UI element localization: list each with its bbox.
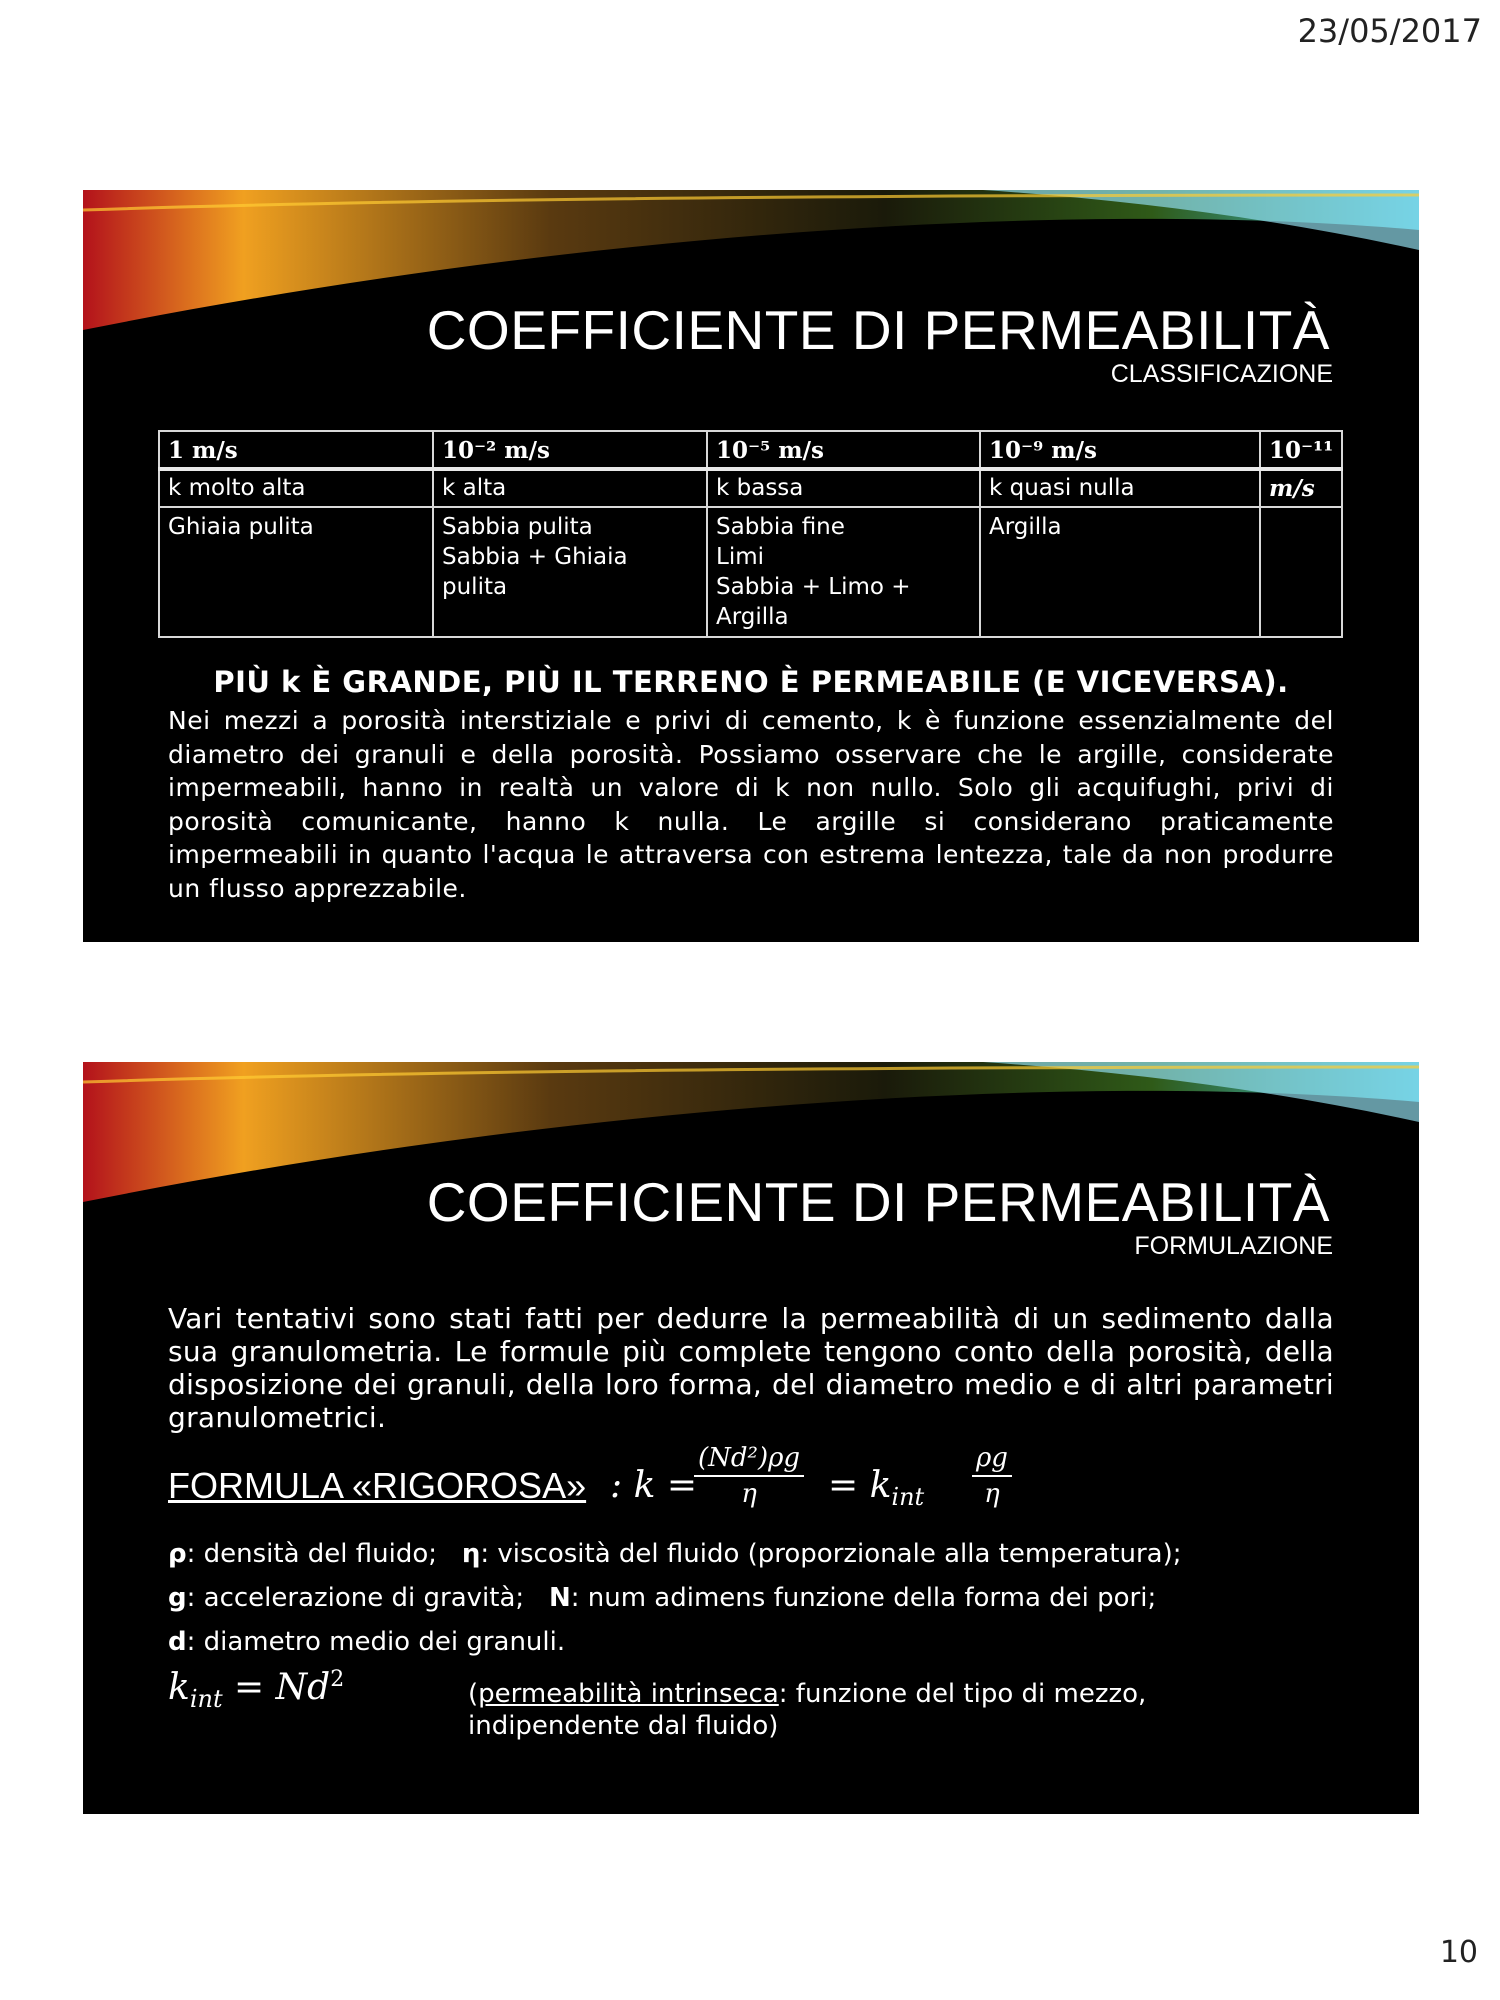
slide-subtitle: FORMULAZIONE (1134, 1232, 1333, 1260)
fraction-denominator: η (741, 1479, 757, 1509)
symbol: η (461, 1539, 481, 1569)
table-row (159, 507, 1342, 637)
formula-fraction-1 (694, 1441, 804, 1511)
definition-line (168, 1576, 1182, 1620)
intrinsic-permeability-formula (168, 1667, 344, 1713)
kint-subscript: int (189, 1685, 223, 1714)
slide-title: COEFFICIENTE DI PERMEABILITÀ (426, 1171, 1330, 1233)
table-cell (980, 507, 1260, 637)
symbol-description: : diametro medio dei granuli. (186, 1627, 566, 1657)
definition-line (168, 1532, 1182, 1576)
slide-subtitle: CLASSIFICAZIONE (1110, 360, 1333, 388)
cell-line: Sabbia + Ghiaia (442, 544, 628, 570)
kint-k: k (168, 1667, 190, 1708)
table-row (159, 469, 1342, 507)
symbol-description: : num adimens funzione della forma dei pori; (570, 1583, 1157, 1613)
symbol-description: : densità del fluido; (186, 1539, 438, 1569)
intrinsic-permeability-note (468, 1678, 1228, 1742)
table-cell: 1 m/s (159, 431, 433, 469)
cell-line: Argilla (716, 604, 789, 630)
formula-label: FORMULA «RIGOROSA» (168, 1465, 587, 1506)
slide-title: COEFFICIENTE DI PERMEABILITÀ (426, 299, 1330, 361)
slide-classificazione (83, 190, 1419, 942)
cell-line: Ghiaia pulita (168, 514, 314, 540)
emphasis-statement: PIÙ k È GRANDE, PIÙ IL TERRENO È PERMEABILE (E VICEVERSA). (213, 665, 1289, 699)
fraction-numerator: ρg (972, 1441, 1012, 1477)
cell-line: pulita (442, 574, 508, 600)
formula-eq2 (828, 1465, 924, 1511)
table-cell (433, 507, 707, 637)
table-cell (159, 507, 433, 637)
body-paragraph: Nei mezzi a porosità interstiziale e privi di cemento, k è funzione essenzialmente del diametro dei granuli e della porosità. Possiamo osservare che le argille, considerate impermeabili, hanno in realtà un valore di k non nullo. Solo gli acquifughi, privi di porosità comunicante, hanno k nulla. Le argille si considerano praticamente impermeabili in quanto l'acqua le attraversa con estrema lentezza, tale da non produrre un flusso apprezzabile. (168, 706, 1334, 903)
table-header-row (159, 431, 1342, 469)
symbol: N (548, 1583, 571, 1613)
table-cell: k molto alta (159, 469, 433, 507)
symbol: ρ (168, 1539, 187, 1569)
symbol-definitions (168, 1532, 1182, 1664)
symbol: d (168, 1627, 187, 1657)
formula-int-subscript: int (891, 1483, 925, 1512)
symbol-description: : viscosità del fluido (proporzionale alla temperatura); (480, 1539, 1182, 1569)
page-number: 10 (1439, 1935, 1478, 1970)
symbol: g (168, 1583, 187, 1613)
table-cell: 10⁻² m/s (433, 431, 707, 469)
cell-line: Sabbia pulita (442, 514, 593, 540)
cell-line: Limi (716, 544, 764, 570)
note-rest: : funzione del tipo di mezzo, indipendente dal fluido) (468, 1679, 1147, 1741)
formula-fraction-2 (972, 1441, 1012, 1511)
table-cell: k quasi nulla (980, 469, 1260, 507)
fraction-numerator: (Nd²)ρg (694, 1441, 804, 1477)
note-underlined-term: permeabilità intrinseca (478, 1679, 779, 1709)
table-cell: k alta (433, 469, 707, 507)
fraction-denominator: η (984, 1479, 1000, 1509)
slide-formulazione (83, 1062, 1419, 1814)
table-cell: k bassa (707, 469, 980, 507)
table-cell: 10⁻⁹ m/s (980, 431, 1260, 469)
cell-line: Argilla (989, 514, 1062, 540)
kint-rhs: = Nd (222, 1667, 331, 1708)
table-cell: 10⁻¹¹ (1260, 431, 1342, 469)
table-cell (1260, 507, 1342, 637)
table-cell: 10⁻⁵ m/s (707, 431, 980, 469)
note-open-paren: ( (468, 1679, 479, 1709)
permeability-table (158, 430, 1343, 638)
formula-lhs: : k = (610, 1465, 697, 1506)
table-cell (707, 507, 980, 637)
kint-exponent: 2 (330, 1667, 345, 1692)
formula-k: = k (828, 1465, 892, 1506)
page-date: 23/05/2017 (1297, 12, 1482, 50)
symbol-description: : accelerazione di gravità; (186, 1583, 525, 1613)
cell-line: Sabbia fine (716, 514, 845, 540)
table-cell: m/s (1260, 469, 1342, 507)
body-paragraph: Vari tentativi sono stati fatti per dedurre la permeabilità di un sedimento dalla sua granulometria. Le formule più complete tengono conto della porosità, della disposizione dei granuli, della loro forma, del diametro medio e di altri parametri granulometrici. (168, 1302, 1334, 1434)
definition-line (168, 1620, 1182, 1664)
cell-line: Sabbia + Limo + (716, 574, 911, 600)
rigorous-formula (168, 1443, 1068, 1527)
